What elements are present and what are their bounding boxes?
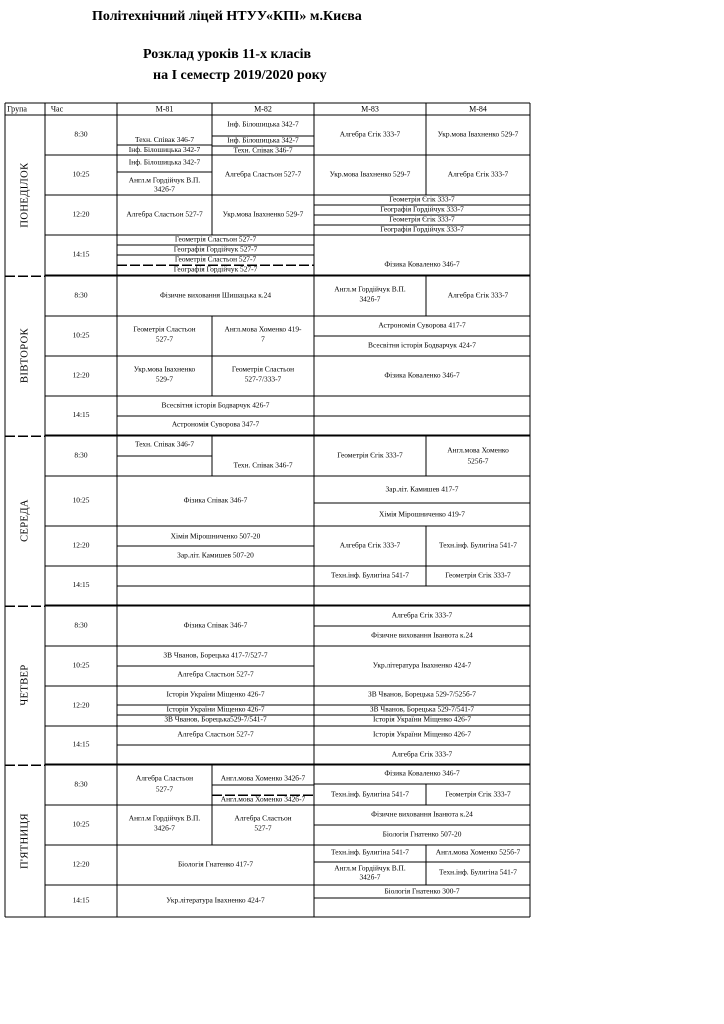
lesson-cell: Англ.м Гордійчук В.П. — [334, 863, 406, 873]
lesson-cell: Інф. Білошицька 342-7 — [227, 119, 299, 129]
lesson-cell: Історія України Міщенко 426-7 — [372, 729, 472, 739]
column-header-class: М-84 — [469, 104, 487, 114]
lesson-cell: Історія України Міщенко 426-7 — [166, 689, 265, 699]
lesson-cell: Зар.літ. Камишев 507-20 — [177, 550, 254, 560]
lesson-cell: Геометрія Сластьон 527-7 — [174, 254, 257, 264]
lesson-cell: Англ.мова Хоменко 525б-7 — [435, 847, 521, 857]
lesson-cell: Історія України Міщенко 426-7 — [166, 704, 265, 714]
lesson-cell: Зар.літ. Камишев 417-7 — [385, 484, 459, 494]
lesson-cell: Англ.мова Хоменко 342б-7 — [220, 773, 306, 783]
lesson-cell: Географія Гордійчук 333-7 — [380, 224, 464, 234]
time-label: 8:30 — [74, 450, 88, 460]
lesson-cell: Англ.мова Хоменко 342б-7 — [220, 794, 306, 804]
lesson-cell: Техн.інф. Булигіна 541-7 — [331, 570, 409, 580]
lesson-cell: ЗВ Чванов, Борецька 417-7/527-7 — [163, 650, 268, 660]
lesson-cell: 529-7 — [155, 374, 174, 384]
lesson-cell: Англ.м Гордійчук В.П. — [128, 813, 201, 823]
lesson-cell: Алгебра Єгік 333-7 — [391, 610, 453, 620]
lesson-cell: Геометрія Єгік 333-7 — [389, 214, 455, 224]
lesson-cell: Англ.м Гордійчук В.П. — [334, 284, 406, 294]
lesson-cell: Укр.мова Івахненко — [133, 364, 196, 374]
lesson-cell: Географія Гордійчук 333-7 — [380, 204, 464, 214]
lesson-cell: Техн. Співак 346-7 — [134, 135, 195, 145]
lesson-cell: Алгебра Сластьон — [234, 813, 292, 823]
lesson-cell: Техн. Співак 346-7 — [233, 145, 293, 155]
time-label: 10:25 — [72, 330, 90, 340]
lesson-cell: Алгебра Єгік 333-7 — [339, 129, 401, 139]
lesson-cell: Біологія Гнатенко 300-7 — [384, 886, 460, 896]
column-header-class: М-83 — [361, 104, 379, 114]
lesson-cell: Геометрія Єгік 333-7 — [337, 450, 403, 460]
lesson-cell: 342б-7 — [153, 823, 176, 833]
lesson-cell: Геометрія Єгік 333-7 — [445, 789, 511, 799]
lesson-cell: Укр.мова Івахненко 529-7 — [222, 209, 304, 219]
lesson-cell: Географія Гордійчук 527-7 — [173, 244, 258, 254]
lesson-cell: Фізика Коваленко 346-7 — [384, 768, 460, 778]
lesson-cell: Алгебра Єгік 333-7 — [339, 540, 401, 550]
lesson-cell: Геометрія Єгік 333-7 — [445, 570, 511, 580]
lesson-cell: Історія України Міщенко 426-7 — [372, 714, 472, 724]
lesson-cell: Англ.мова Хоменко 419- — [224, 324, 302, 334]
semester-title: на І семестр 2019/2020 року — [153, 68, 327, 83]
lesson-cell: ЗВ Чванов, Борецька529-7/541-7 — [164, 714, 267, 724]
time-label: 12:20 — [72, 540, 90, 550]
school-name: Політехнічний ліцей НТУУ«КПІ» м.Києва — [92, 9, 362, 24]
schedule-title: Розклад уроків 11-х класів — [143, 47, 312, 62]
time-label: 14:15 — [72, 410, 90, 420]
lesson-cell: Техн. Співак 346-7 — [233, 460, 293, 470]
lesson-cell: Техн. Співак 346-7 — [134, 439, 195, 449]
lesson-cell: Алгебра Сластьон 527-7 — [126, 209, 203, 219]
day-label: ВІВТОРОК — [19, 328, 31, 383]
time-label: 8:30 — [74, 779, 88, 789]
lesson-cell: Всесвітня історія Бодварчук 424-7 — [368, 340, 476, 350]
time-label: 10:25 — [72, 495, 90, 505]
lesson-cell: Англ.мова Хоменко — [447, 445, 509, 455]
lesson-cell: Фізика Співак 346-7 — [183, 620, 248, 630]
column-header-class: М-82 — [254, 104, 272, 114]
lesson-cell: Геометрія Сластьон — [133, 324, 196, 334]
lesson-cell: 342б-7 — [359, 294, 381, 304]
time-label: 8:30 — [74, 290, 88, 300]
lesson-cell: Алгебра Сластьон 527-7 — [224, 169, 302, 179]
lesson-cell: Укр.мова Івахненко 529-7 — [329, 169, 411, 179]
time-label: 14:15 — [72, 739, 90, 749]
lesson-cell: Техн.інф. Булигіна 541-7 — [331, 789, 409, 799]
lesson-cell: Інф. Білошицька 342-7 — [128, 145, 201, 155]
lesson-cell: Геометрія Єгік 333-7 — [389, 194, 455, 204]
time-label: 14:15 — [72, 895, 90, 905]
lesson-cell: 527-7 — [254, 823, 272, 833]
lesson-cell: 527-7/333-7 — [244, 374, 282, 384]
lesson-cell: 7 — [261, 334, 265, 344]
lesson-cell: Укр.мова Івахненко 529-7 — [437, 129, 519, 139]
lesson-cell: Алгебра Єгік 333-7 — [447, 290, 509, 300]
lesson-cell: Укр.література Івахненко 424-7 — [166, 895, 265, 905]
lesson-cell: Фізика Коваленко 346-7 — [384, 370, 460, 380]
time-label: 12:20 — [72, 370, 90, 380]
time-label: 10:25 — [72, 660, 90, 670]
column-header-group: Група — [7, 104, 27, 114]
time-label: 12:20 — [72, 700, 90, 710]
lesson-cell: Фізичне виховання Шишацька к.24 — [159, 290, 272, 300]
day-label: ПОНЕДІЛОК — [19, 162, 31, 228]
lesson-cell: Геометрія Сластьон — [231, 364, 295, 374]
lesson-cell: Укр.література Івахненко 424-7 — [372, 660, 472, 670]
time-label: 14:15 — [72, 580, 90, 590]
time-label: 10:25 — [72, 819, 90, 829]
lesson-cell: Фізика Співак 346-7 — [183, 495, 248, 505]
time-label: 8:30 — [74, 620, 88, 630]
lesson-cell: Техн.інф. Булигіна 541-7 — [331, 847, 409, 857]
lesson-cell: ЗВ Чванов, Борецька 529-7/525б-7 — [368, 689, 476, 699]
lesson-cell: Техн.інф. Булигіна 541-7 — [439, 867, 517, 877]
lesson-cell: Алгебра Сластьон 527-7 — [177, 669, 254, 679]
lesson-cell: Фізичне виховання Іванюта к.24 — [371, 630, 473, 640]
lesson-cell: Хімія Мірошниченко 419-7 — [379, 509, 465, 519]
time-label: 10:25 — [72, 169, 90, 179]
day-label: ЧЕТВЕР — [19, 664, 31, 706]
lesson-cell: Алгебра Єгік 333-7 — [447, 169, 509, 179]
lesson-cell: Англ.м Гордійчук В.П. — [128, 175, 201, 185]
lesson-cell: Фізичне виховання Іванюта к.24 — [371, 809, 473, 819]
lesson-cell: Біологія Гнатенко 417-7 — [177, 859, 254, 869]
lesson-cell: Астрономія Суворова 417-7 — [378, 320, 466, 330]
column-header-class: М-81 — [155, 104, 174, 114]
lesson-cell: Астрономія Суворова 347-7 — [171, 419, 260, 429]
time-label: 14:15 — [72, 249, 90, 259]
lesson-cell: 527-7 — [155, 334, 174, 344]
time-label: 8:30 — [74, 129, 88, 139]
lesson-cell: Географія Гордійчук 527-7 — [173, 264, 258, 274]
column-header-time: Час — [50, 104, 64, 114]
lesson-cell: Фізика Коваленко 346-7 — [384, 259, 460, 269]
lesson-cell: 525б-7 — [467, 456, 489, 466]
lesson-cell: Алгебра Єгік 333-7 — [391, 749, 453, 759]
lesson-cell: 527-7 — [155, 784, 174, 794]
lesson-cell: ЗВ Чванов, Борецька 529-7/541-7 — [369, 704, 475, 714]
lesson-cell: Хімія Мірошниченко 507-20 — [170, 531, 261, 541]
lesson-cell: 342б-7 — [153, 184, 176, 194]
day-label: СЕРЕДА — [19, 499, 31, 542]
lesson-cell: Біологія Гнатенко 507-20 — [382, 829, 462, 839]
lesson-cell: Геометрія Сластьон 527-7 — [174, 234, 257, 244]
time-label: 12:20 — [72, 859, 90, 869]
lesson-cell: Техн.інф. Булигіна 541-7 — [439, 540, 517, 550]
lesson-cell: 342б-7 — [359, 872, 381, 882]
lesson-cell: Інф. Білошицька 342-7 — [227, 135, 299, 145]
lesson-cell: Алгебра Сластьон — [135, 773, 194, 783]
lesson-cell: Всесвітня історія Бодварчук 426-7 — [161, 400, 270, 410]
lesson-cell: Інф. Білошицька 342-7 — [128, 157, 201, 167]
day-label: П'ЯТНИЦЯ — [19, 813, 31, 869]
lesson-cell: Алгебра Сластьон 527-7 — [177, 729, 254, 739]
time-label: 12:20 — [72, 209, 90, 219]
